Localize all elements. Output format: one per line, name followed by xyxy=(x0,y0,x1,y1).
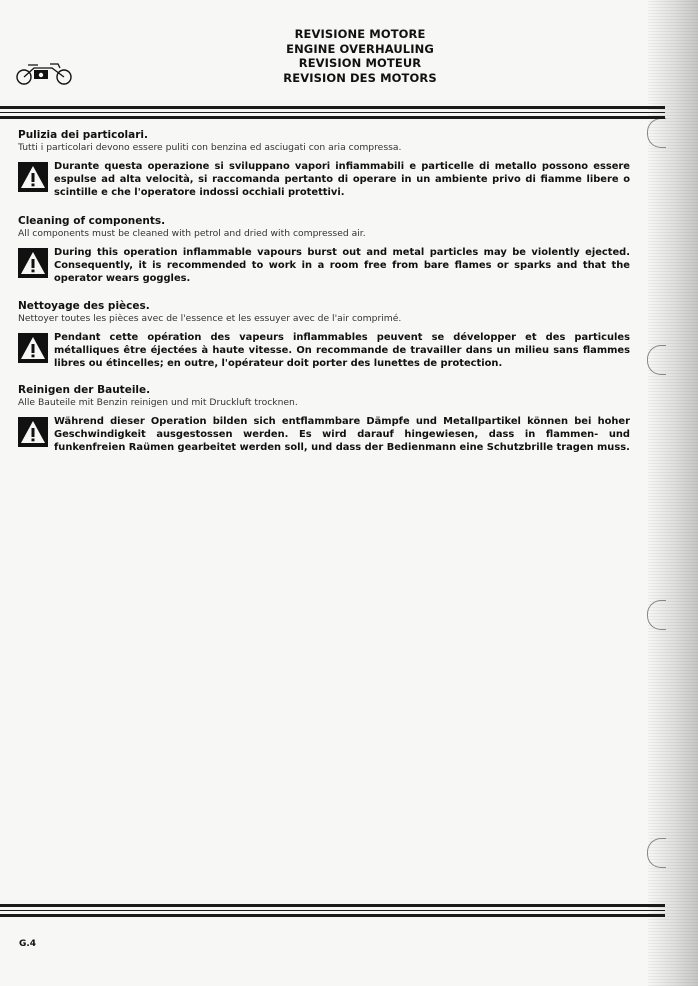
binder-hole xyxy=(647,118,666,148)
binder-hole xyxy=(647,345,666,375)
section-title: Cleaning of components. xyxy=(18,215,166,227)
header-rule-thin xyxy=(0,112,665,113)
scan-edge xyxy=(648,0,698,986)
section-title: Reinigen der Bauteile. xyxy=(18,384,151,396)
title-english: ENGINE OVERHAULING xyxy=(286,41,434,56)
motorcycle-icon xyxy=(14,58,74,86)
footer-rule xyxy=(0,904,665,907)
warning-block xyxy=(18,415,630,454)
section-french xyxy=(18,300,630,370)
warning-text: Pendant cette opération des vapeurs inflammables peuvent se développer et des particules métalliques être éjectées à haute vitesse. On recommande de travailler dans un milieu sans flammes libres ou étincelles; en outre, l'opérateur doit porter des lunettes de protection. xyxy=(54,332,630,369)
section-title: Pulizia dei particolari. xyxy=(18,129,148,141)
warning-block xyxy=(18,246,630,285)
warning-triangle-icon xyxy=(18,333,48,363)
section-italian xyxy=(18,129,630,199)
header-rule xyxy=(0,106,665,109)
warning-block xyxy=(18,331,630,370)
warning-block xyxy=(18,160,630,199)
footer-rule xyxy=(0,914,665,917)
warning-text: During this operation inflammable vapours burst out and metal particles may be violently ejected. Consequently, it is recommended to work in a room free from bare flames or sparks and that the operator wears goggles. xyxy=(54,247,630,284)
section-text: Nettoyer toutes les pièces avec de l'essence et les essuyer avec de l'air comprimé. xyxy=(18,313,402,324)
section-german xyxy=(18,384,630,454)
title-german: REVISION DES MOTORS xyxy=(283,70,437,85)
page-title-block xyxy=(230,27,490,85)
section-title: Nettoyage des pièces. xyxy=(18,300,150,312)
section-english xyxy=(18,215,630,285)
title-italian: REVISIONE MOTORE xyxy=(294,27,426,41)
warning-triangle-icon xyxy=(18,248,48,278)
binder-hole xyxy=(647,838,666,868)
title-french: REVISION MOTEUR xyxy=(298,56,422,70)
warning-triangle-icon xyxy=(18,417,48,447)
warning-triangle-icon xyxy=(18,162,48,192)
warning-text: Durante questa operazione si sviluppano vapori infiammabili e particelle di metallo possono essere espulse ad alta velocità, si raccomanda pertanto di operare in un ambiente privo di fiamme libere o scintille e che l'operatore indossi occhiali protettivi. xyxy=(54,161,630,198)
warning-text: Während dieser Operation bilden sich entflammbare Dämpfe und Metallpartikel können bei hoher Geschwindigkeit ausgestossen werden. Es wird darauf hingewiesen, dass in flammen- und funkenfreien Raümen gearbeitet werden soll, und dass der Bedienmann eine Schutzbrille tragen muss. xyxy=(54,416,630,453)
header-rule xyxy=(0,116,665,119)
page-number: G.4 xyxy=(19,939,37,949)
section-text: Tutti i particolari devono essere puliti con benzina ed asciugati con aria compressa. xyxy=(18,142,402,153)
footer-rule-thin xyxy=(0,910,665,911)
binder-hole xyxy=(647,600,666,630)
section-text: All components must be cleaned with petrol and dried with compressed air. xyxy=(18,228,366,239)
section-text: Alle Bauteile mit Benzin reinigen und mit Druckluft trocknen. xyxy=(18,397,298,408)
